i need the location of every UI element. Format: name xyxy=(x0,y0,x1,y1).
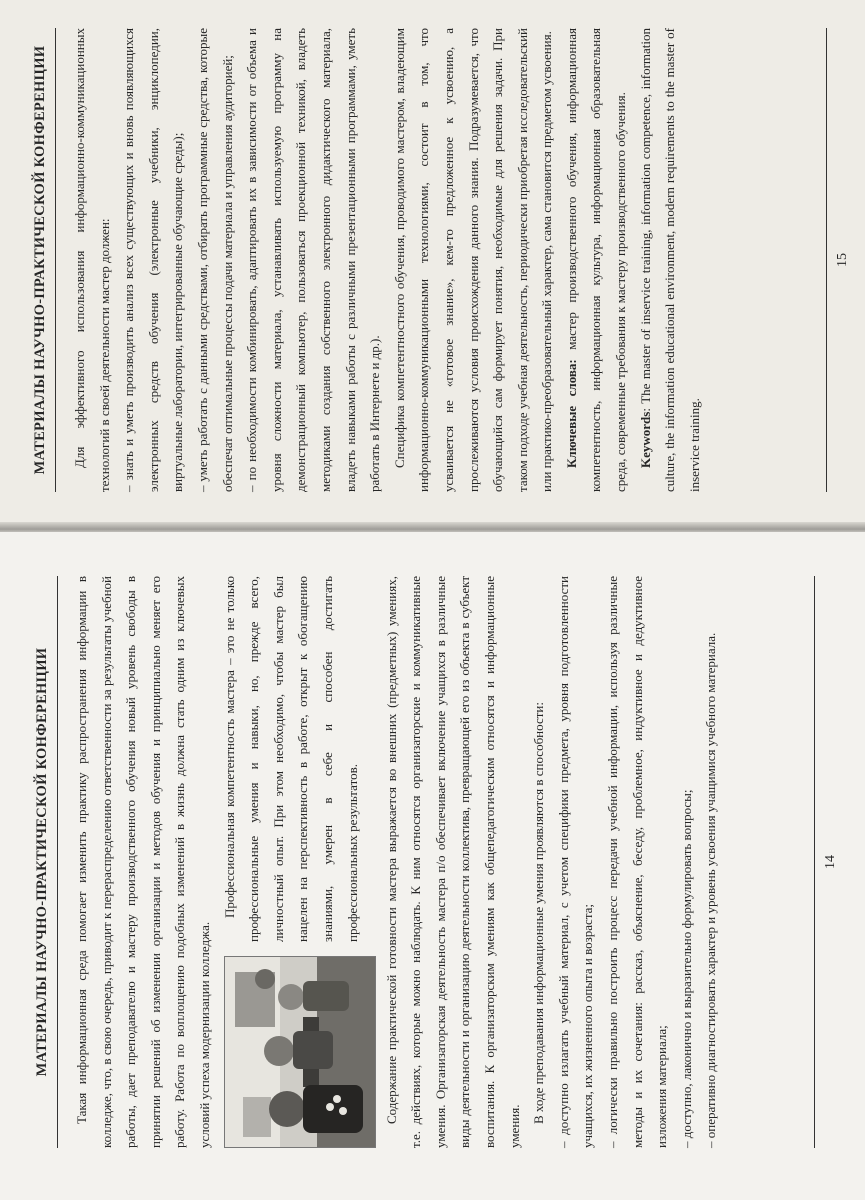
page-header: МАТЕРИАЛЫ НАУЧНО-ПРАКТИЧЕСКОЙ КОНФЕРЕНЦИИ xyxy=(32,28,56,492)
list-item: – логически правильно построить процесс передачи учебной информации, используя различные методы и их сочетания: рассказ, объяснение, беседу, проблемное, индуктивное и дедуктивное изложения материала; xyxy=(604,576,670,1148)
paragraph-ict-intro: Для эффективного использования информационно-коммуникационных технологий в своей деятельности мастер должен: xyxy=(72,28,112,492)
page-15-content xyxy=(0,0,865,526)
english-keywords-label: Keywords xyxy=(637,411,653,468)
paragraph-info-environment: Такая информационная среда помогает изменить практику распространения информации в колледже, что, в свою очередь, приводит к перераспределению ответственности за результаты учебной работы, дает преподавателю и мастеру производственного обучения новый уровень свободы в принятии решений об изменении организации и методов обучения и принципиально меняет его работу. Работа по воплощению подобных изменений в жизнь должна стать одним из ключевых условий успеха модернизации колледжа. xyxy=(74,576,212,1148)
photo-image xyxy=(224,956,376,1148)
requirements-list xyxy=(117,28,388,492)
list-item: – доступно излагать учебный материал, с учетом специфики предмета, уровня подготовленности учащихся, их жизненного опыта и возраста; xyxy=(555,576,596,1148)
page-number: 15 xyxy=(835,253,850,267)
page-15 xyxy=(0,0,865,526)
page-header: МАТЕРИАЛЫ НАУЧНО-ПРАКТИЧЕСКОЙ КОНФЕРЕНЦИИ xyxy=(34,576,58,1148)
photo-illustration xyxy=(225,957,375,1147)
keywords-paragraph xyxy=(560,28,634,492)
paragraph-specifics: Специфика компетентностного обучения, проводимого мастером, владеющим информационно-коммуникационными технологиями, состоит в том, что усваивается не «готовое знание», кем-то предложенное к усвоению, а прослеживаются условия происхождения данного знания. Подразумевается, что обучающийся сам формирует понятия, необходимые для решения задачи. При таком подходе учебная деятельность, периодически приобретая исследовательский или практико-преобразовательный характер, сама становится предметом усвоения. xyxy=(391,28,555,492)
list-item: – доступно, лаконично и выразительно формулировать вопросы; xyxy=(678,789,694,1148)
paragraph-info-skills-intro: В ходе преподавания информационные умения проявляются в способности: xyxy=(531,702,547,1124)
english-keywords-text: : The master of inservice training, information competence, information culture, the information educational environment, modern requirements to the master of inservice training. xyxy=(637,28,702,492)
paragraph-practical-readiness: Содержание практической готовности мастера выражается во внешних (предметных) умениях, т.е. действиях, которые можно наблюдать. К ним относятся организаторские и коммуникативные умения. Организаторская деятельность мастера п/о обеспечивает включение учащихся в различные виды деятельности и организацию деятельности коллектива, превращающей его из объекта в субъект воспитания. К организаторским умениям как общепедагогическим относятся и информационные умения. xyxy=(383,576,522,1148)
photo-block xyxy=(218,576,380,1148)
list-item: – оперативно диагностировать характер и уровень усвоения учащимися учебного материала. xyxy=(703,632,719,1148)
english-keywords-paragraph xyxy=(634,28,708,492)
paragraph-professional-competence: Профессиональная компетентность мастера – это не только профессиональные умения и навыки, но, прежде всего, личностный опыт. При этом необходимо, чтобы мастер был нацелен на перспективность в работе, открыт к обогащению знаниями, умерен в себе и способен достигать профессиональных результатов. xyxy=(221,576,360,942)
page-footer xyxy=(814,576,839,1148)
page-14-content xyxy=(0,532,865,1200)
list-item: – по необходимости комбинировать, адаптировать их в зависимости от объема и уровня сложности материала, устанавливать используемую программу на демонстрационный компьютер, пользоваться проекционной техникой, владеть методиками создания собственного электронного дидактического материала, владеть навыками работы с различными презентационными программами, уметь работать в Интернете и др.). xyxy=(244,28,383,492)
page-footer xyxy=(826,28,851,492)
list-item: – знать и уметь производить анализ всех существующих и вновь появляющихся электронных средств обучения (электронные учебники, энциклопедии, виртуальные лаборатории, интегрированные обучающие среды); xyxy=(121,28,186,492)
keywords-label: Ключевые слова: xyxy=(563,359,579,468)
keywords-text: мастер производственного обучения, информационная компетентность, информационная культура, информационная образовательная среда, современные требования к мастеру производственного обучения. xyxy=(563,27,629,492)
info-skills-list xyxy=(552,576,724,1148)
page-14 xyxy=(0,532,865,1200)
list-item: – уметь работать с данными средствами, отбирать программные средства, которые обеспечат оптимальные процессы подачи материала и управления аудиторией; xyxy=(194,28,235,492)
page-number: 14 xyxy=(823,855,838,869)
